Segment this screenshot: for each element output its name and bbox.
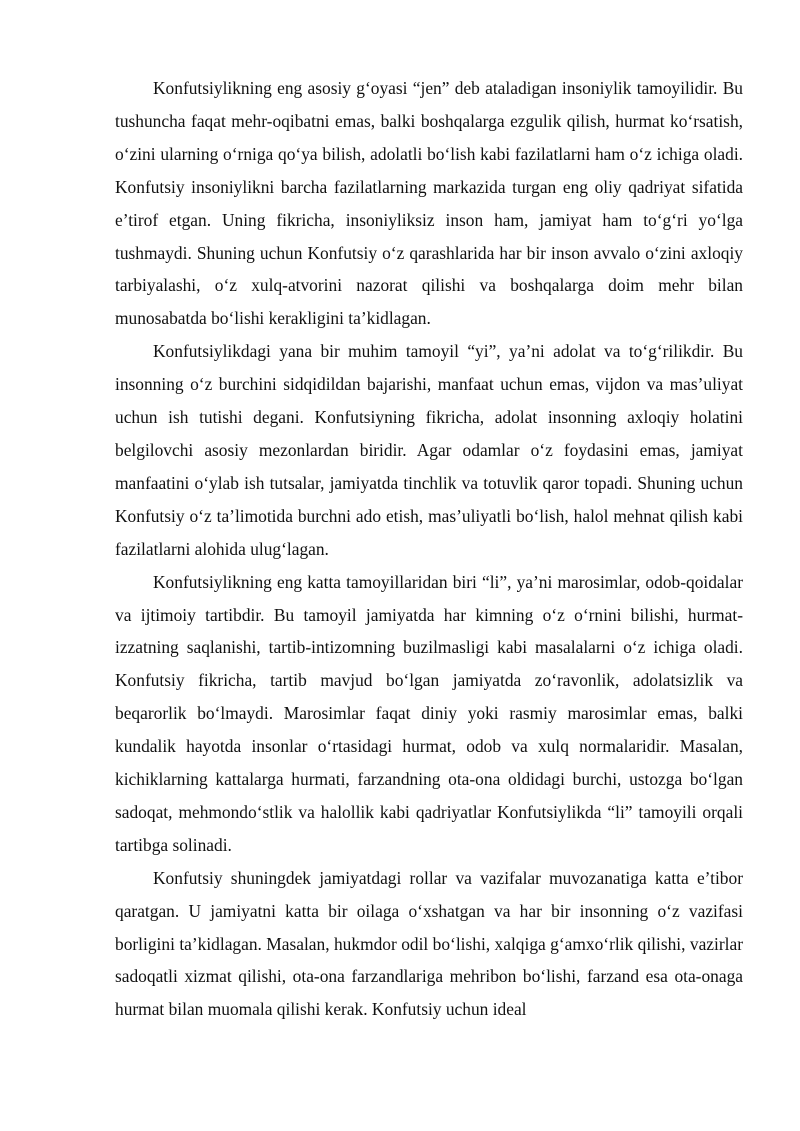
- paragraph-jen: Konfutsiylikning eng asosiy g‘oyasi “jen” deb ataladigan insoniylik tamoyilidir. Bu tushuncha faqat mehr-oqibatni emas, balki boshqalarga ezgulik qilish, hurmat ko‘rsatish, o‘zini ularning o‘rniga qo‘ya bilish, adolatli bo‘lish kabi fazilatlarni ham o‘z ichiga oladi. Konfutsiy insoniylikni barcha fazilatlarning markazida turgan eng oliy qadriyat sifatida e’tirof etgan. Uning fikricha, insoniyliksiz inson ham, jamiyat ham to‘g‘ri yo‘lga tushmaydi. Shuning uchun Konfutsiy o‘z qarashlarida har bir inson avvalo o‘zini axloqiy tarbiyalashi, o‘z xulq-atvorini nazorat qilishi va boshqalarga doim mehr bilan munosabatda bo‘lishi kerakligini ta’kidlagan.: [115, 78, 743, 329]
- paragraph-roles: Konfutsiy shuningdek jamiyatdagi rollar va vazifalar muvozanatiga katta e’tibor qaratgan. U jamiyatni katta bir oilaga o‘xshatgan va har bir insonning o‘z vazifasi borligini ta’kidlagan. Masalan, hukmdor odil bo‘lishi, xalqiga g‘amxo‘rlik qilishi, vazirlar sadoqatli xizmat qilishi, ota-ona farzandlariga mehribon bo‘lishi, farzand esa ota-onaga hurmat bilan muomala qilishi kerak. Konfutsiy uchun ideal: [115, 867, 743, 1020]
- document-body: [115, 72, 743, 1026]
- paragraph-li: Konfutsiylikning eng katta tamoyillaridan biri “li”, ya’ni marosimlar, odob-qoidalar va ijtimoiy tartibdir. Bu tamoyil jamiyatda har kimning o‘z o‘rnini bilishi, hurmat-izzatning saqlanishi, tartib-intizomning buzilmasligi kabi masalalarni o‘z ichiga oladi. Konfutsiy fikricha, tartib mavjud bo‘lgan jamiyatda zo‘ravonlik, adolatsizlik va beqarorlik bo‘lmaydi. Marosimlar faqat diniy yoki rasmiy marosimlar emas, balki kundalik hayotda insonlar o‘rtasidagi hurmat, odob va xulq normalaridir. Masalan, kichiklarning kattalarga hurmati, farzandning ota-ona oldidagi burchi, ustozga bo‘lgan sadoqat, mehmondo‘stlik va halollik kabi qadriyatlar Konfutsiylikda “li” tamoyili orqali tartibga solinadi.: [115, 571, 743, 855]
- paragraph-yi: Konfutsiylikdagi yana bir muhim tamoyil “yi”, ya’ni adolat va to‘g‘rilikdir. Bu insonning o‘z burchini sidqidildan bajarishi, manfaat uchun emas, vijdon va mas’uliyat uchun ish tutishi degani. Konfutsiyning fikricha, adolat insonning axloqiy holatini belgilovchi asosiy mezonlardan biridir. Agar odamlar o‘z foydasini emas, jamiyat manfaatini o‘ylab ish tutsalar, jamiyatda tinchlik va totuvlik qaror topadi. Shuning uchun Konfutsiy o‘z ta’limotida burchni ado etish, mas’uliyatli bo‘lish, halol mehnat qilish kabi fazilatlarni alohida ulug‘lagan.: [115, 341, 743, 559]
